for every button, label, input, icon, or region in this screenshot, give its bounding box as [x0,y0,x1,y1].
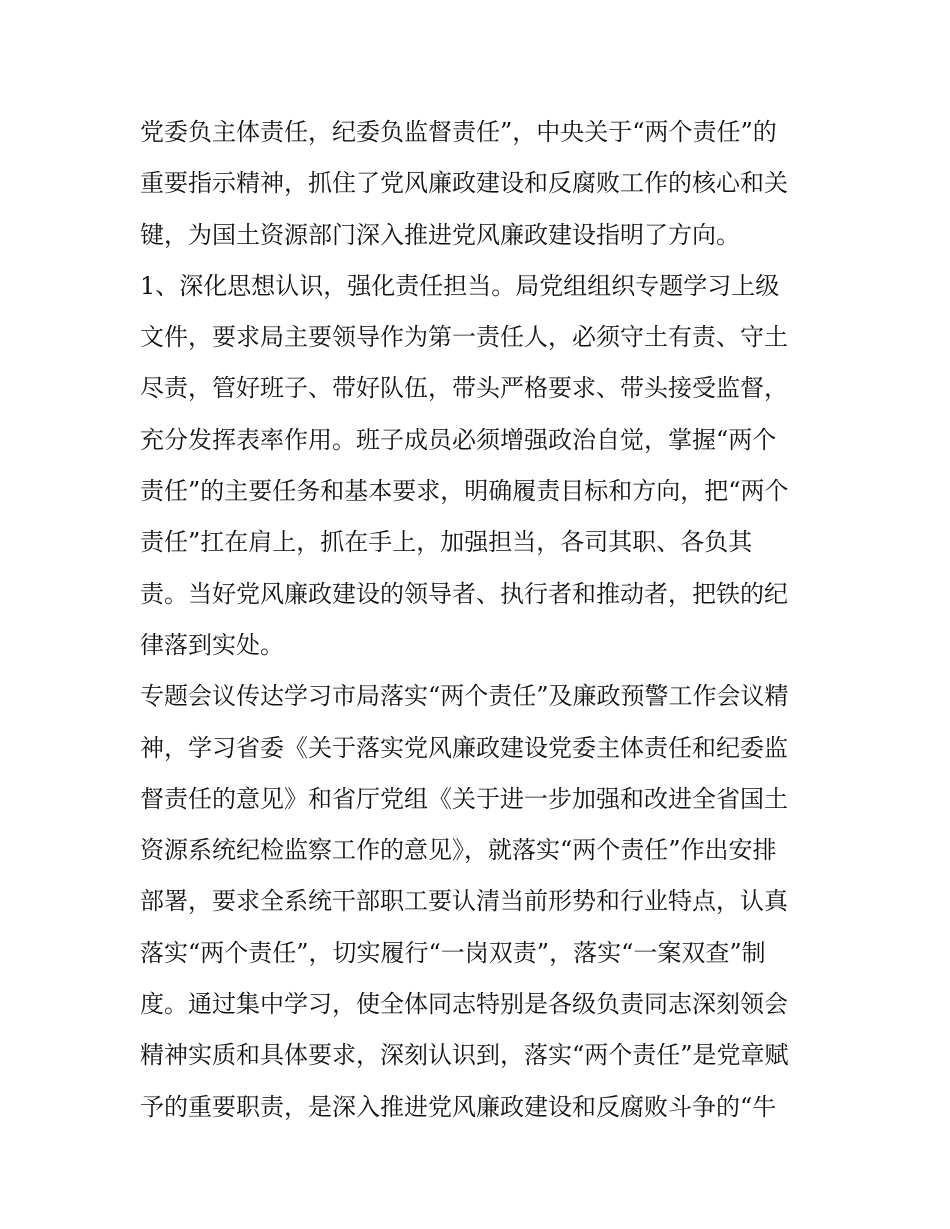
text-line-5: 文件，要求局主要领导作为第一责任人，必须守土有责、守土 [140,323,788,352]
text-line-2: 重要指示精神，抓住了党风廉政建设和反腐败工作的核心和关 [140,169,788,198]
text-line-19: 精神实质和具体要求，深刻认识到，落实“两个责任”是党章赋 [140,1041,789,1070]
text-line-15: 资源系统纪检监察工作的意见》，就落实“两个责任”作出安排 [140,836,777,865]
text-line-3: 键，为国土资源部门深入推进党风廉政建设指明了方向。 [140,220,740,249]
text-line-8: 责任”的主要任务和基本要求，明确履责目标和方向，把“两个 [140,477,789,506]
text-line-18: 度。通过集中学习，使全体同志特别是各级负责同志深刻领会 [140,990,788,1019]
text-line-17: 落实“两个责任”，切实履行“一岗双责”，落实“一案双查”制 [140,938,766,967]
text-line-1: 党委负主体责任，纪委负监督责任”，中央关于“两个责任”的 [140,118,777,146]
text-line-6: 尽责，管好班子、带好队伍，带头严格要求、带头接受监督， [140,374,788,403]
text-line-11: 律落到实处。 [140,630,284,659]
text-line-7: 充分发挥表率作用。班子成员必须增强政治自觉，掌握“两个 [140,425,777,454]
body-text [140,107,820,1133]
text-line-9: 责任”扛在肩上，抓在手上，加强担当，各司其职、各负其 [140,528,753,557]
text-line-16: 部署，要求全系统干部职工要认清当前形势和行业特点，认真 [140,887,788,916]
text-line-4: 1、深化思想认识，强化责任担当。局党组组织专题学习上级 [140,271,780,300]
text-line-12: 专题会议传达学习市局落实“两个责任”及廉政预警工作会议精 [140,682,789,711]
text-line-14: 督责任的意见》和省厅党组《关于进一步加强和改进全省国土 [140,784,788,813]
text-line-10: 责。当好党风廉政建设的领导者、执行者和推动者，把铁的纪 [140,579,788,608]
text-line-13: 神，学习省委《关于落实党风廉政建设党委主体责任和纪委监 [140,733,788,762]
text-line-20: 予的重要职责，是深入推进党风廉政建设和反腐败斗争的“牛 [140,1092,777,1121]
